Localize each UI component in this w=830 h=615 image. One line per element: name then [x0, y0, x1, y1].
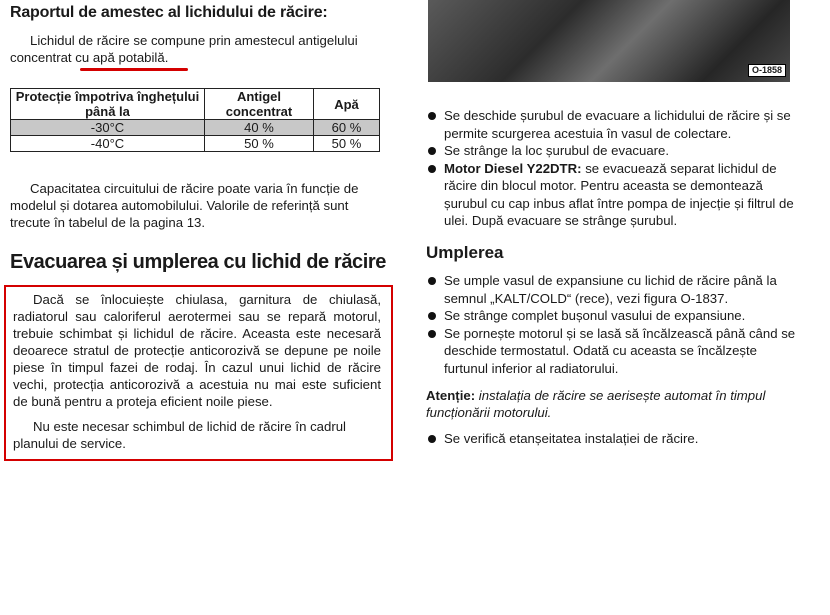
table-cell: 50 %	[205, 136, 314, 152]
bullet-icon	[428, 330, 436, 338]
bullet-icon	[428, 147, 436, 155]
drain-steps-list	[426, 107, 798, 230]
bullet-icon	[428, 435, 436, 443]
list-item: Se umple vasul de expansiune cu lichid de răcire până la semnul „KALT/COLD“ (rece), vezi figura O-1837.	[426, 272, 798, 307]
list-item: Se deschide șurubul de evacuare a lichidului de răcire și se permite scurgerea acestuia în vasul de colectare.	[426, 107, 798, 142]
photo-label: O-1858	[748, 64, 786, 77]
table-cell: 60 %	[314, 120, 380, 136]
intro-paragraph: Lichidul de răcire se compune prin amestecul antigelului concentrat cu apă potabilă.	[10, 33, 358, 65]
filling-heading: Umplerea	[426, 243, 504, 262]
drain-fill-heading: Evacuarea și umplerea cu lichid de răcire	[10, 251, 387, 273]
table-header: Apă	[314, 89, 380, 120]
table-cell: -30°C	[11, 120, 205, 136]
highlighted-text-box	[4, 285, 393, 461]
attention-note	[426, 387, 798, 421]
box-paragraph-1: Dacă se înlocuiește chiulasa, garnitura de chiulasă, radiatorul sau caloriferul aerotermei sau se repară motorul, trebuie schimbat și lichidul de răcire. Aceasta este necesară deoarece stratul de protecție anticorozivă se depune pe noile piese în timpul fazei de rodaj. În cazul unui lichid de răcire vechi, protecția anticorozivă a acestuia nu mai este suficient de bună pentru a proteja eficient noile piese.	[13, 292, 381, 409]
table-cell: 40 %	[205, 120, 314, 136]
table-header: Antigel concentrat	[205, 89, 314, 120]
engine-photo	[428, 0, 790, 82]
mixing-ratio-heading: Raportul de amestec al lichidului de răcire:	[10, 4, 328, 21]
capacity-paragraph: Capacitatea circuitului de răcire poate varia în funcție de modelul și dotarea automobilului. Valorile de referință sunt trecute în tabelul de la pagina 13.	[10, 181, 359, 230]
table-header: Protecție împotriva înghețului până la	[11, 89, 205, 120]
attention-text: instalația de răcire se aerisește automat în timpul funcționării motorului.	[426, 388, 766, 420]
bullet-icon	[428, 277, 436, 285]
list-item: Motor Diesel Y22DTR: se evacuează separat lichidul de răcire din blocul motor. Pentru aceasta se demontează șurubul cu cap inbus aflat între pompa de injecție și filtrul de ulei. După evacuare se strânge șurubul.	[426, 160, 798, 230]
mixing-ratio-table	[10, 88, 380, 152]
fill-steps-list	[426, 272, 798, 377]
red-underline-mark	[80, 68, 188, 71]
bullet-icon	[428, 112, 436, 120]
table-row	[11, 120, 380, 136]
list-item: Se verifică etanșeitatea instalației de răcire.	[426, 430, 798, 448]
attention-label: Atenție:	[426, 388, 476, 403]
list-item: Se strânge complet bușonul vasului de expansiune.	[426, 307, 798, 325]
bullet-icon	[428, 165, 436, 173]
list-item: Se pornește motorul și se lasă să încălzească până când se deschide termostatul. Odată cu aceasta se încălzește furtunul inferior al radiatorului.	[426, 325, 798, 378]
table-cell: -40°C	[11, 136, 205, 152]
list-item: Se strânge la loc șurubul de evacuare.	[426, 142, 798, 160]
table-row	[11, 136, 380, 152]
bullet-icon	[428, 312, 436, 320]
check-steps-list	[426, 430, 798, 448]
table-cell: 50 %	[314, 136, 380, 152]
box-paragraph-2: Nu este necesar schimbul de lichid de răcire în cadrul planului de service.	[13, 419, 346, 451]
